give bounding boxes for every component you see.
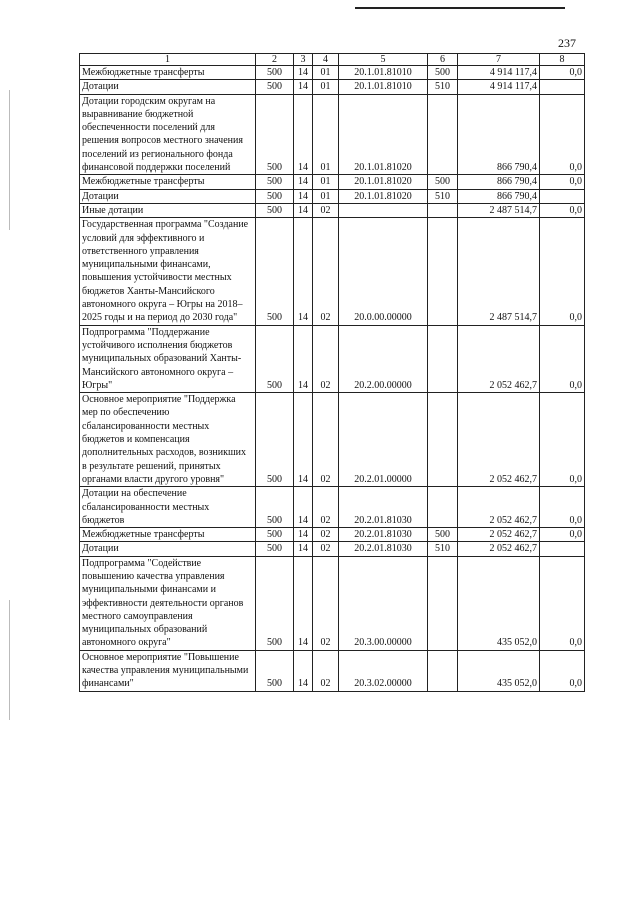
cell-csr: 20.2.01.81030: [339, 487, 428, 528]
cell-csr: 20.1.01.81020: [339, 189, 428, 203]
table-row: [80, 175, 585, 189]
table-row: [80, 650, 585, 691]
cell-name: Межбюджетные трансферты: [80, 175, 256, 189]
cell-amount-1: 2 487 514,7: [458, 203, 540, 217]
table-header-cell: 1: [80, 54, 256, 66]
cell-csr: 20.0.00.00000: [339, 218, 428, 325]
cell-csr: 20.2.00.00000: [339, 325, 428, 392]
cell-gr: 500: [256, 556, 294, 650]
cell-name: Дотации городским округам на выравнивание бюджетной обеспеченности поселений для решения вопросов местного значения поселений из регионального фонда финансовой поддержки поселений: [80, 94, 256, 175]
cell-pr: 02: [313, 203, 339, 217]
cell-amount-2: 0,0: [540, 94, 585, 175]
cell-amount-1: 2 052 462,7: [458, 528, 540, 542]
cell-pr: 02: [313, 393, 339, 487]
budget-table: [79, 53, 585, 692]
cell-csr: [339, 203, 428, 217]
cell-amount-2: 0,0: [540, 66, 585, 80]
cell-name: Иные дотации: [80, 203, 256, 217]
cell-vr: 500: [428, 175, 458, 189]
cell-vr: 510: [428, 189, 458, 203]
page-number: 237: [558, 36, 576, 50]
cell-rz: 14: [294, 94, 313, 175]
table-header-cell: 6: [428, 54, 458, 66]
cell-gr: 500: [256, 203, 294, 217]
cell-vr: [428, 393, 458, 487]
scan-margin-mark: [9, 600, 10, 720]
cell-vr: [428, 203, 458, 217]
cell-vr: 510: [428, 80, 458, 94]
table-row: [80, 80, 585, 94]
table-row: [80, 487, 585, 528]
table-row: [80, 94, 585, 175]
table-header-cell: 4: [313, 54, 339, 66]
cell-pr: 02: [313, 556, 339, 650]
cell-gr: 500: [256, 80, 294, 94]
cell-amount-1: 2 052 462,7: [458, 393, 540, 487]
cell-gr: 500: [256, 325, 294, 392]
cell-gr: 500: [256, 393, 294, 487]
table-header-row: [80, 54, 585, 66]
cell-name: Межбюджетные трансферты: [80, 528, 256, 542]
cell-name: Государственная программа "Создание условий для эффективного и ответственного управления муниципальными финансами, повышения устойчивости местных бюджетов Ханты-Мансийского автономного округа – Югры на 2018–2025 годы и на период до 2030 года": [80, 218, 256, 325]
cell-pr: 02: [313, 528, 339, 542]
cell-pr: 01: [313, 175, 339, 189]
cell-name: Основное мероприятие "Поддержка мер по обеспечению сбалансированности местных бюджетов и компенсация дополнительных расходов, возникших в результате решений, принятых органами власти другого уровня": [80, 393, 256, 487]
cell-pr: 01: [313, 66, 339, 80]
cell-csr: 20.1.01.81010: [339, 66, 428, 80]
cell-amount-1: 866 790,4: [458, 175, 540, 189]
cell-rz: 14: [294, 556, 313, 650]
table-row: [80, 393, 585, 487]
cell-amount-1: 2 052 462,7: [458, 542, 540, 556]
cell-amount-2: 0,0: [540, 556, 585, 650]
cell-rz: 14: [294, 542, 313, 556]
table-row: [80, 218, 585, 325]
top-rule: [355, 7, 565, 9]
cell-pr: 01: [313, 189, 339, 203]
cell-rz: 14: [294, 175, 313, 189]
cell-gr: 500: [256, 94, 294, 175]
table-body: [80, 54, 585, 692]
cell-amount-2: [540, 189, 585, 203]
cell-amount-2: 0,0: [540, 528, 585, 542]
cell-pr: 02: [313, 325, 339, 392]
cell-gr: 500: [256, 650, 294, 691]
cell-amount-2: 0,0: [540, 218, 585, 325]
table-row: [80, 325, 585, 392]
cell-pr: 02: [313, 542, 339, 556]
cell-amount-1: 2 052 462,7: [458, 487, 540, 528]
cell-amount-1: 435 052,0: [458, 650, 540, 691]
table-row: [80, 203, 585, 217]
cell-name: Подпрограмма "Поддержание устойчивого исполнения бюджетов муниципальных образований Ханты-Мансийского автономного округа – Югры": [80, 325, 256, 392]
cell-amount-1: 4 914 117,4: [458, 66, 540, 80]
cell-pr: 02: [313, 218, 339, 325]
cell-amount-1: 866 790,4: [458, 189, 540, 203]
cell-vr: 500: [428, 66, 458, 80]
cell-csr: 20.3.00.00000: [339, 556, 428, 650]
cell-rz: 14: [294, 650, 313, 691]
cell-vr: [428, 650, 458, 691]
cell-gr: 500: [256, 175, 294, 189]
cell-amount-1: 4 914 117,4: [458, 80, 540, 94]
cell-amount-2: 0,0: [540, 325, 585, 392]
cell-gr: 500: [256, 528, 294, 542]
cell-rz: 14: [294, 66, 313, 80]
table-row: [80, 189, 585, 203]
cell-rz: 14: [294, 218, 313, 325]
cell-name: Дотации: [80, 542, 256, 556]
cell-gr: 500: [256, 66, 294, 80]
table-header-cell: 7: [458, 54, 540, 66]
cell-rz: 14: [294, 203, 313, 217]
cell-amount-2: 0,0: [540, 203, 585, 217]
cell-amount-2: [540, 542, 585, 556]
cell-vr: [428, 218, 458, 325]
cell-gr: 500: [256, 189, 294, 203]
scan-margin-mark: [9, 90, 10, 230]
cell-rz: 14: [294, 393, 313, 487]
cell-pr: 01: [313, 80, 339, 94]
cell-vr: [428, 487, 458, 528]
cell-vr: 500: [428, 528, 458, 542]
cell-name: Дотации: [80, 189, 256, 203]
cell-name: Межбюджетные трансферты: [80, 66, 256, 80]
cell-amount-1: 435 052,0: [458, 556, 540, 650]
cell-rz: 14: [294, 189, 313, 203]
cell-amount-1: 2 487 514,7: [458, 218, 540, 325]
cell-amount-2: 0,0: [540, 393, 585, 487]
table-header-cell: 5: [339, 54, 428, 66]
cell-csr: 20.2.01.81030: [339, 542, 428, 556]
table-header-cell: 3: [294, 54, 313, 66]
cell-gr: 500: [256, 487, 294, 528]
cell-amount-2: [540, 80, 585, 94]
cell-vr: [428, 94, 458, 175]
table-row: [80, 556, 585, 650]
table-row: [80, 528, 585, 542]
cell-rz: 14: [294, 80, 313, 94]
table-row: [80, 542, 585, 556]
cell-amount-1: 2 052 462,7: [458, 325, 540, 392]
cell-pr: 02: [313, 487, 339, 528]
table-header-cell: 8: [540, 54, 585, 66]
cell-vr: [428, 556, 458, 650]
cell-csr: 20.1.01.81010: [339, 80, 428, 94]
cell-csr: 20.3.02.00000: [339, 650, 428, 691]
cell-gr: 500: [256, 218, 294, 325]
cell-amount-2: 0,0: [540, 175, 585, 189]
cell-amount-1: 866 790,4: [458, 94, 540, 175]
cell-pr: 01: [313, 94, 339, 175]
cell-name: Подпрограмма "Содействие повышению качества управления муниципальными финансами и эффективности деятельности органов местного самоуправления муниципальных образований автономного округа": [80, 556, 256, 650]
cell-csr: 20.2.01.81030: [339, 528, 428, 542]
cell-gr: 500: [256, 542, 294, 556]
table-header-cell: 2: [256, 54, 294, 66]
cell-name: Дотации: [80, 80, 256, 94]
cell-name: Основное мероприятие "Повышение качества управления муниципальными финансами": [80, 650, 256, 691]
cell-name: Дотации на обеспечение сбалансированности местных бюджетов: [80, 487, 256, 528]
table-row: [80, 66, 585, 80]
cell-csr: 20.1.01.81020: [339, 94, 428, 175]
cell-rz: 14: [294, 528, 313, 542]
cell-amount-2: 0,0: [540, 650, 585, 691]
cell-rz: 14: [294, 325, 313, 392]
cell-amount-2: 0,0: [540, 487, 585, 528]
cell-vr: 510: [428, 542, 458, 556]
cell-pr: 02: [313, 650, 339, 691]
cell-csr: 20.2.01.00000: [339, 393, 428, 487]
cell-vr: [428, 325, 458, 392]
cell-csr: 20.1.01.81020: [339, 175, 428, 189]
cell-rz: 14: [294, 487, 313, 528]
